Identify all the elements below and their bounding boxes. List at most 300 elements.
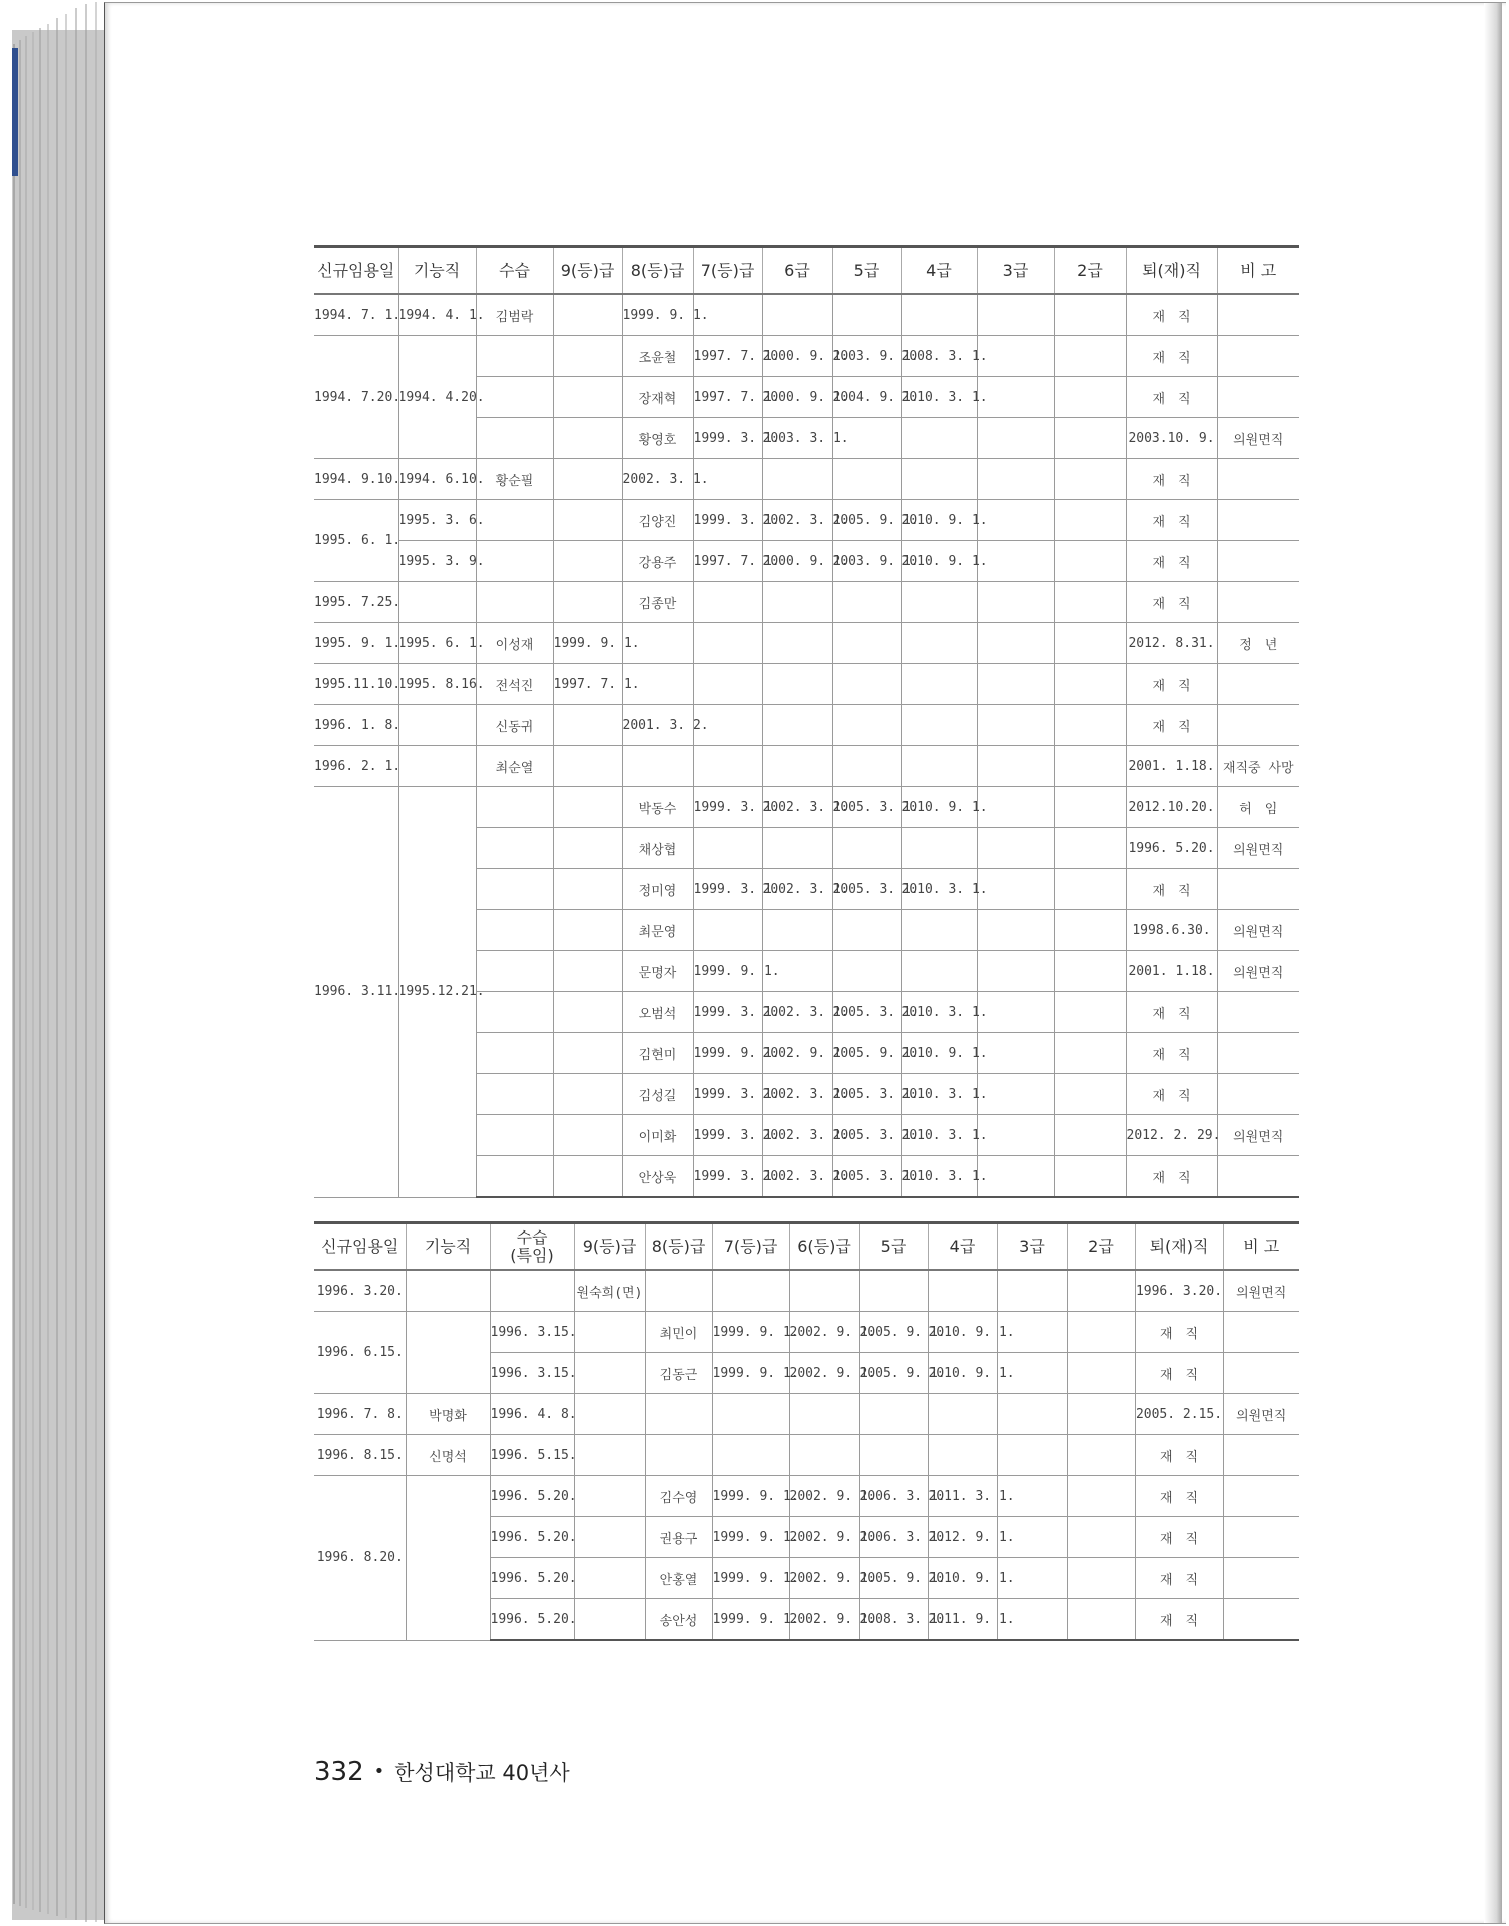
- table-cell: [1054, 787, 1126, 828]
- table-cell: [1217, 541, 1299, 582]
- table-cell: [476, 951, 553, 992]
- table-cell: [901, 623, 977, 664]
- table-cell: 최문영: [622, 910, 693, 951]
- header-grade-3: 3급: [977, 247, 1054, 295]
- table-cell: [1223, 1558, 1299, 1599]
- table-cell: [762, 664, 832, 705]
- table-cell: 전석진: [476, 664, 553, 705]
- table-cell: 2006. 3. 1.: [859, 1476, 928, 1517]
- table-cell: [645, 1435, 712, 1476]
- header-grade-6: 6급: [762, 247, 832, 295]
- table-cell: [1054, 951, 1126, 992]
- table-cell: [977, 294, 1054, 336]
- table-cell: 재 직: [1135, 1558, 1223, 1599]
- table-cell: [553, 377, 622, 418]
- table-cell: [901, 828, 977, 869]
- table-cell: [901, 910, 977, 951]
- table-cell: [832, 910, 901, 951]
- table-cell: [832, 459, 901, 500]
- table-cell: [574, 1599, 645, 1641]
- table-cell: 의원면직: [1223, 1394, 1299, 1435]
- table-cell: [762, 623, 832, 664]
- bullet-separator: •: [373, 1761, 385, 1782]
- table-cell: 이성재: [476, 623, 553, 664]
- table-cell: [476, 992, 553, 1033]
- table-cell: 황영호: [622, 418, 693, 459]
- table-cell: [398, 746, 476, 787]
- table-cell: [1054, 294, 1126, 336]
- header-remarks: 비 고: [1223, 1223, 1299, 1271]
- table-cell: [789, 1270, 859, 1312]
- appointment-date-cell: 1996. 3.11.: [314, 787, 398, 1198]
- header-grade-9: 9(등)급: [574, 1223, 645, 1271]
- table-cell: [1223, 1476, 1299, 1517]
- table-cell: [574, 1353, 645, 1394]
- table-cell: [832, 705, 901, 746]
- table-cell: 2010. 3. 1.: [901, 1074, 977, 1115]
- table-row: [314, 1435, 1299, 1476]
- table-cell: [977, 746, 1054, 787]
- table-cell: 1999. 9. 1.: [712, 1476, 789, 1517]
- table-cell: [1223, 1599, 1299, 1641]
- table-cell: 2005. 3. 1.: [832, 992, 901, 1033]
- table-cell: [977, 664, 1054, 705]
- table-cell: [1054, 664, 1126, 705]
- header-grade-3: 3급: [997, 1223, 1067, 1271]
- table-cell: [574, 1394, 645, 1435]
- table-cell: 1997. 7. 1.: [553, 664, 622, 705]
- table-cell: 재 직: [1135, 1312, 1223, 1353]
- table-cell: [1054, 1033, 1126, 1074]
- table-cell: 의원면직: [1217, 951, 1299, 992]
- table-cell: [1067, 1270, 1135, 1312]
- table-cell: 2000. 9. 1.: [762, 377, 832, 418]
- table-row: [314, 1270, 1299, 1312]
- table-cell: [553, 294, 622, 336]
- table-cell: 김종만: [622, 582, 693, 623]
- book-title: 한성대학교 40년사: [394, 1761, 570, 1785]
- table-cell: [1223, 1517, 1299, 1558]
- table-cell: [645, 1270, 712, 1312]
- table-cell: 2005. 3. 1.: [832, 1115, 901, 1156]
- table-cell: 채상협: [622, 828, 693, 869]
- table-cell: [977, 1033, 1054, 1074]
- table-cell: 2002. 3. 1.: [762, 1115, 832, 1156]
- table-cell: 의원면직: [1217, 1115, 1299, 1156]
- table-cell: [977, 377, 1054, 418]
- table-cell: 2004. 9. 1.: [832, 377, 901, 418]
- header-skill-position: 기능직: [406, 1223, 490, 1271]
- table-cell: [789, 1394, 859, 1435]
- appointment-date-cell: 1994. 7.20.: [314, 336, 398, 459]
- table-row: [314, 541, 1299, 582]
- table-cell: [553, 910, 622, 951]
- table-cell: [1054, 828, 1126, 869]
- table-cell: 2002. 3. 1.: [762, 787, 832, 828]
- table-cell: [1054, 500, 1126, 541]
- table-cell: [1054, 418, 1126, 459]
- header-retirement: 퇴(재)직: [1135, 1223, 1223, 1271]
- table-cell: 이미화: [622, 1115, 693, 1156]
- table-cell: 2002. 9. 1.: [789, 1312, 859, 1353]
- table-cell: 김현미: [622, 1033, 693, 1074]
- table-cell: 2002. 9. 1.: [789, 1558, 859, 1599]
- table-cell: [553, 1033, 622, 1074]
- table-cell: [832, 623, 901, 664]
- appointment-date-cell: 1996. 2. 1.: [314, 746, 398, 787]
- table-cell: [997, 1394, 1067, 1435]
- table-cell: [901, 582, 977, 623]
- table-cell: [1054, 992, 1126, 1033]
- appointment-date-cell: 1995. 6. 1.: [314, 500, 398, 582]
- table-cell: 2005. 2.15.: [1135, 1394, 1223, 1435]
- table-cell: 2005. 9. 1.: [832, 500, 901, 541]
- table-cell: [901, 746, 977, 787]
- table-cell: [1223, 1312, 1299, 1353]
- appointment-date-cell: 1996. 6.15.: [314, 1312, 406, 1394]
- table-cell: 2002. 9. 1.: [789, 1599, 859, 1641]
- header-grade-4: 4급: [928, 1223, 997, 1271]
- table-cell: [553, 1074, 622, 1115]
- table-cell: 의원면직: [1217, 418, 1299, 459]
- table-cell: [712, 1394, 789, 1435]
- table-cell: 1999. 9. 1.: [693, 1033, 762, 1074]
- table-cell: 2005. 9. 1.: [859, 1312, 928, 1353]
- table-cell: [693, 910, 762, 951]
- table-cell: [762, 746, 832, 787]
- table-cell: [977, 951, 1054, 992]
- table-cell: [1054, 1074, 1126, 1115]
- table-cell: [712, 1435, 789, 1476]
- table-cell: [574, 1517, 645, 1558]
- table-cell: [1067, 1517, 1135, 1558]
- table-row: [314, 459, 1299, 500]
- table-cell: [977, 828, 1054, 869]
- table-cell: [1067, 1435, 1135, 1476]
- appointment-table-1: [314, 245, 1299, 1198]
- table-cell: 2002. 9. 1.: [789, 1353, 859, 1394]
- skill-position-cell: [406, 1312, 490, 1394]
- table-cell: 의원면직: [1217, 910, 1299, 951]
- table-cell: 2003. 3. 1.: [762, 418, 832, 459]
- table-cell: 1999. 3. 1.: [693, 869, 762, 910]
- table-cell: [476, 828, 553, 869]
- table-cell: [977, 336, 1054, 377]
- table-cell: 원숙희(면): [574, 1270, 645, 1312]
- table-cell: [553, 541, 622, 582]
- header-probation-special: 수습 (특임): [490, 1223, 574, 1271]
- table-cell: 재 직: [1126, 500, 1217, 541]
- table-cell: 조윤철: [622, 336, 693, 377]
- table-cell: [1217, 1074, 1299, 1115]
- table-cell: 2002. 3. 1.: [762, 500, 832, 541]
- table-cell: 박명화: [406, 1394, 490, 1435]
- header-grade-8: 8(등)급: [645, 1223, 712, 1271]
- table-cell: [762, 705, 832, 746]
- table-cell: [832, 746, 901, 787]
- table-cell: 2010. 3. 1.: [901, 869, 977, 910]
- table-cell: [553, 869, 622, 910]
- table-cell: [1067, 1476, 1135, 1517]
- table-cell: [476, 1074, 553, 1115]
- table-cell: 1994. 6.10.: [398, 459, 476, 500]
- table-cell: 2002. 3. 1.: [762, 992, 832, 1033]
- table-cell: [762, 582, 832, 623]
- table-cell: 1999. 9. 1.: [622, 294, 693, 336]
- table-cell: [1067, 1353, 1135, 1394]
- table-row: [314, 664, 1299, 705]
- table-cell: 재 직: [1126, 869, 1217, 910]
- table-cell: 1999. 3. 1.: [693, 1156, 762, 1198]
- table-cell: 2010. 9. 1.: [928, 1353, 997, 1394]
- skill-position-cell: [406, 1476, 490, 1641]
- table-cell: [476, 582, 553, 623]
- table-cell: 황순필: [476, 459, 553, 500]
- table-cell: 오범석: [622, 992, 693, 1033]
- table-row: [314, 705, 1299, 746]
- table-cell: [1054, 582, 1126, 623]
- table-cell: 2001. 1.18.: [1126, 746, 1217, 787]
- table-cell: 재 직: [1126, 377, 1217, 418]
- appointment-table-2: [314, 1221, 1299, 1641]
- table-cell: 재 직: [1126, 582, 1217, 623]
- table-cell: 2002. 9. 1.: [789, 1517, 859, 1558]
- table-cell: 2001. 3. 2.: [622, 705, 693, 746]
- table-cell: 2005. 3. 1.: [832, 1156, 901, 1198]
- table-cell: 2005. 9. 1.: [859, 1353, 928, 1394]
- table-cell: 재 직: [1126, 294, 1217, 336]
- table-cell: 최민이: [645, 1312, 712, 1353]
- table-cell: 허 임: [1217, 787, 1299, 828]
- table-cell: [977, 910, 1054, 951]
- skill-position-cell: 1994. 4.20.: [398, 336, 476, 459]
- table-cell: [977, 541, 1054, 582]
- table-cell: [928, 1435, 997, 1476]
- table-cell: 2002. 9. 1: [762, 1033, 832, 1074]
- table-cell: 1999. 3. 1.: [693, 1074, 762, 1115]
- header-grade-6: 6(등)급: [789, 1223, 859, 1271]
- table-cell: [1217, 992, 1299, 1033]
- table-cell: 안홍열: [645, 1558, 712, 1599]
- header-grade-2: 2급: [1067, 1223, 1135, 1271]
- table-row: [314, 582, 1299, 623]
- table-cell: 1995. 3. 6.: [398, 500, 476, 541]
- table-cell: 2008. 3. 1.: [859, 1599, 928, 1641]
- table-cell: [901, 418, 977, 459]
- table-cell: 1996. 3.15.: [490, 1353, 574, 1394]
- table-cell: 최순열: [476, 746, 553, 787]
- table-cell: 1999. 3. 1.: [693, 1115, 762, 1156]
- table-cell: 1999. 3. 1.: [693, 992, 762, 1033]
- header-probation: 수습: [476, 247, 553, 295]
- table-cell: 2011. 3. 1.: [928, 1476, 997, 1517]
- table-cell: 2005. 3. 1.: [832, 1074, 901, 1115]
- table-cell: 2005. 9. 1.: [832, 1033, 901, 1074]
- table-cell: 2002. 3. 1.: [762, 1074, 832, 1115]
- table-cell: 권용구: [645, 1517, 712, 1558]
- table-cell: [901, 705, 977, 746]
- table-cell: [901, 664, 977, 705]
- table-cell: [490, 1270, 574, 1312]
- table-cell: 2010. 9. 1.: [901, 1033, 977, 1074]
- table-cell: [476, 1033, 553, 1074]
- table-cell: 1996. 5.20.: [490, 1517, 574, 1558]
- table-cell: [859, 1435, 928, 1476]
- table-cell: 1999. 9. 1.: [693, 951, 762, 992]
- table-cell: 1996. 5.20.: [490, 1476, 574, 1517]
- table-cell: [398, 705, 476, 746]
- header-new-appointment-date: 신규임용일: [314, 1223, 406, 1271]
- header-grade-2: 2급: [1054, 247, 1126, 295]
- appointment-date-cell: 1995.11.10.: [314, 664, 398, 705]
- table-cell: [977, 459, 1054, 500]
- table-cell: [859, 1270, 928, 1312]
- table-cell: 1995. 6. 1.: [398, 623, 476, 664]
- table-cell: 신동귀: [476, 705, 553, 746]
- table-cell: 2012. 9. 1.: [928, 1517, 997, 1558]
- table-cell: 재 직: [1126, 1156, 1217, 1198]
- table-cell: [476, 1156, 553, 1198]
- table-cell: 재 직: [1135, 1476, 1223, 1517]
- table-row: [314, 1476, 1299, 1517]
- table-cell: [901, 294, 977, 336]
- table-cell: 1996. 4. 8.: [490, 1394, 574, 1435]
- table-cell: [997, 1435, 1067, 1476]
- table-cell: [1217, 294, 1299, 336]
- table-cell: 정 년: [1217, 623, 1299, 664]
- table-cell: 재 직: [1126, 541, 1217, 582]
- table-cell: 1999. 9. 1.: [712, 1558, 789, 1599]
- table-cell: 1999. 9. 1.: [712, 1312, 789, 1353]
- appointment-date-cell: 1995. 7.25.: [314, 582, 398, 623]
- table-header-row: [314, 247, 1299, 295]
- table-cell: [1054, 1156, 1126, 1198]
- table-cell: [693, 623, 762, 664]
- table-cell: [1054, 336, 1126, 377]
- table-cell: 1995. 3. 9.: [398, 541, 476, 582]
- appointment-date-cell: 1996. 3.20.: [314, 1270, 406, 1312]
- table-cell: 재 직: [1135, 1599, 1223, 1641]
- table-cell: 2003. 9. 1.: [832, 541, 901, 582]
- table-cell: [1217, 377, 1299, 418]
- table-cell: [1223, 1353, 1299, 1394]
- table-cell: [977, 582, 1054, 623]
- table-cell: 1997. 7. 1.: [693, 541, 762, 582]
- table-cell: [553, 500, 622, 541]
- table-cell: 김성길: [622, 1074, 693, 1115]
- table-cell: [762, 459, 832, 500]
- appointment-date-cell: 1996. 8.15.: [314, 1435, 406, 1476]
- table-cell: 김범락: [476, 294, 553, 336]
- table-cell: [832, 951, 901, 992]
- table-cell: 정미영: [622, 869, 693, 910]
- table-cell: [928, 1270, 997, 1312]
- table-cell: [1217, 664, 1299, 705]
- table-cell: [476, 418, 553, 459]
- table-cell: [553, 992, 622, 1033]
- table-cell: [789, 1435, 859, 1476]
- table-cell: 안상욱: [622, 1156, 693, 1198]
- table-cell: 1999. 3. 1.: [693, 787, 762, 828]
- table-cell: 2003. 9. 1.: [832, 336, 901, 377]
- table-cell: 1999. 9. 1.: [712, 1353, 789, 1394]
- header-grade-9: 9(등)급: [553, 247, 622, 295]
- table-cell: [832, 582, 901, 623]
- table-cell: 2011. 9. 1.: [928, 1599, 997, 1641]
- table-cell: [476, 787, 553, 828]
- table-cell: 1996. 5.15.: [490, 1435, 574, 1476]
- table-cell: 2000. 9. 1.: [762, 336, 832, 377]
- table-cell: [712, 1270, 789, 1312]
- table-cell: [693, 828, 762, 869]
- table-row: [314, 336, 1299, 377]
- table-cell: 1996. 5.20.: [490, 1599, 574, 1641]
- table-cell: [997, 1270, 1067, 1312]
- table-cell: 김동근: [645, 1353, 712, 1394]
- table-cell: 1997. 7. 1.: [693, 336, 762, 377]
- header-new-appointment-date: 신규임용일: [314, 247, 398, 295]
- table-cell: [1217, 1156, 1299, 1198]
- table-cell: [1217, 500, 1299, 541]
- table-cell: [553, 828, 622, 869]
- table-cell: [476, 377, 553, 418]
- table-row: [314, 294, 1299, 336]
- table-cell: [1054, 705, 1126, 746]
- table-cell: [476, 910, 553, 951]
- table-cell: [1067, 1394, 1135, 1435]
- header-skill-position: 기능직: [398, 247, 476, 295]
- table-cell: 2010. 3. 1.: [901, 1156, 977, 1198]
- table-cell: [553, 459, 622, 500]
- table-cell: [977, 787, 1054, 828]
- table-cell: 2010. 3. 1.: [901, 992, 977, 1033]
- table-cell: [901, 459, 977, 500]
- header-grade-4: 4급: [901, 247, 977, 295]
- table-cell: 2003.10. 9.: [1126, 418, 1217, 459]
- table-cell: [977, 623, 1054, 664]
- table-cell: [832, 664, 901, 705]
- table-cell: [476, 869, 553, 910]
- table-cell: 1996. 3.15.: [490, 1312, 574, 1353]
- table-cell: 2006. 3. 1.: [859, 1517, 928, 1558]
- table-cell: 1996. 5.20.: [1126, 828, 1217, 869]
- table-row: [314, 1394, 1299, 1435]
- table-cell: [762, 828, 832, 869]
- table-cell: [1223, 1435, 1299, 1476]
- table-cell: [574, 1558, 645, 1599]
- table-row: [314, 746, 1299, 787]
- table-cell: [693, 664, 762, 705]
- table-cell: 2010. 9. 1.: [928, 1312, 997, 1353]
- table-cell: [574, 1435, 645, 1476]
- table-cell: [1217, 459, 1299, 500]
- table-cell: [762, 910, 832, 951]
- table-cell: [1067, 1558, 1135, 1599]
- table-cell: 신명석: [406, 1435, 490, 1476]
- table-cell: [574, 1312, 645, 1353]
- table-cell: [1217, 336, 1299, 377]
- table-cell: [977, 992, 1054, 1033]
- table-cell: 2012.10.20.: [1126, 787, 1217, 828]
- table-row: [314, 623, 1299, 664]
- table-cell: 재 직: [1126, 664, 1217, 705]
- table-cell: [977, 1074, 1054, 1115]
- table-cell: [1054, 623, 1126, 664]
- table-cell: 1996. 3.20.: [1135, 1270, 1223, 1312]
- table-cell: [553, 787, 622, 828]
- table-cell: [1217, 582, 1299, 623]
- table-cell: [553, 951, 622, 992]
